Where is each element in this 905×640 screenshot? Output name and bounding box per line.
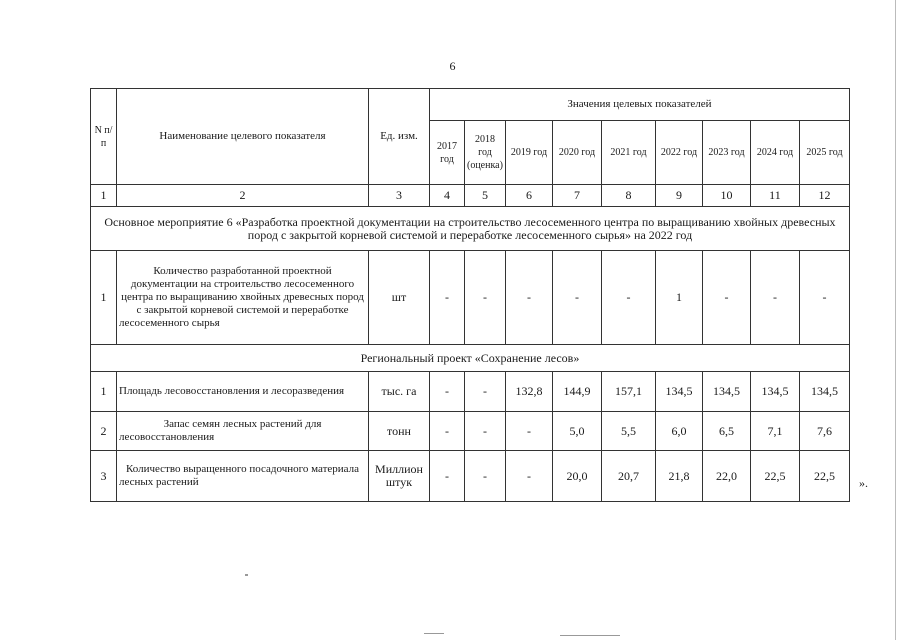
- section-title-regional-project: Региональный проект «Сохранение лесов»: [91, 345, 850, 372]
- row-value: 1: [655, 251, 702, 345]
- header-year: 2021 год: [601, 121, 655, 185]
- column-number: 4: [430, 185, 465, 207]
- row-indicator-name: Количество разработанной проектной документации на строительство лесосеменного центра по выращиванию хвойных древесных пород с закрытой корневой системой и переработке лесосеменного сырья: [117, 251, 369, 345]
- row-value: 5,0: [552, 412, 601, 451]
- row-value: 20,0: [552, 451, 601, 502]
- column-number: 10: [702, 185, 750, 207]
- row-value: 134,5: [702, 372, 750, 412]
- row-value: -: [601, 251, 655, 345]
- row-value: 5,5: [601, 412, 655, 451]
- row-value: 22,5: [799, 451, 849, 502]
- column-number: 8: [601, 185, 655, 207]
- column-number: 11: [750, 185, 799, 207]
- row-value: -: [465, 412, 506, 451]
- row-value: -: [702, 251, 750, 345]
- row-num: 1: [91, 251, 117, 345]
- table-row: [91, 251, 850, 345]
- closing-quote-mark: ».: [859, 476, 868, 490]
- row-value: -: [465, 251, 506, 345]
- table-row: [91, 451, 850, 502]
- table-row: [91, 372, 850, 412]
- scan-edge-line: [895, 0, 896, 640]
- row-value: 134,5: [799, 372, 849, 412]
- row-value: 22,5: [750, 451, 799, 502]
- row-value: 21,8: [655, 451, 702, 502]
- column-number: 9: [655, 185, 702, 207]
- row-value: 134,5: [655, 372, 702, 412]
- scan-artifact: [560, 635, 620, 636]
- row-indicator-name: Запас семян лесных растений для лесовосстановления: [117, 412, 369, 451]
- row-value: -: [505, 412, 552, 451]
- row-value: 22,0: [702, 451, 750, 502]
- column-number: 2: [117, 185, 369, 207]
- row-value: -: [465, 372, 506, 412]
- row-value: 6,0: [655, 412, 702, 451]
- row-value: 20,7: [601, 451, 655, 502]
- row-value: 6,5: [702, 412, 750, 451]
- target-indicators-table: [90, 88, 850, 502]
- header-year: 2018 год (оценка): [465, 121, 506, 185]
- row-num: 1: [91, 372, 117, 412]
- row-value: -: [430, 251, 465, 345]
- row-unit: Миллион штук: [369, 451, 430, 502]
- header-year: 2025 год: [799, 121, 849, 185]
- column-number: 1: [91, 185, 117, 207]
- column-number: 3: [369, 185, 430, 207]
- row-indicator-name: Площадь лесовосстановления и лесоразведения: [117, 372, 369, 412]
- row-value: 7,6: [799, 412, 849, 451]
- scan-artifact: [424, 633, 444, 634]
- row-unit: тонн: [369, 412, 430, 451]
- row-value: 144,9: [552, 372, 601, 412]
- header-year: 2022 год: [655, 121, 702, 185]
- table-row: [91, 412, 850, 451]
- header-year: 2017 год: [430, 121, 465, 185]
- row-num: 2: [91, 412, 117, 451]
- row-value: 157,1: [601, 372, 655, 412]
- header-year: 2019 год: [505, 121, 552, 185]
- row-unit: тыс. га: [369, 372, 430, 412]
- header-year: 2020 год: [552, 121, 601, 185]
- header-values-group: Значения целевых показателей: [430, 89, 850, 121]
- row-value: -: [505, 451, 552, 502]
- row-num: 3: [91, 451, 117, 502]
- column-number: 5: [465, 185, 506, 207]
- row-value: 134,5: [750, 372, 799, 412]
- row-value: -: [465, 451, 506, 502]
- section-title-main-activity: Основное мероприятие 6 «Разработка проектной документации на строительство лесосеменного центра по выращиванию хвойных древесных пород с закрытой корневой системой и переработке лесосеменного сырья» на 2022 год: [91, 207, 850, 251]
- row-value: -: [799, 251, 849, 345]
- column-number: 12: [799, 185, 849, 207]
- row-value: -: [430, 412, 465, 451]
- row-value: 132,8: [505, 372, 552, 412]
- header-num: N п/п: [91, 89, 117, 185]
- row-value: -: [750, 251, 799, 345]
- column-number: 7: [552, 185, 601, 207]
- row-value: -: [552, 251, 601, 345]
- header-year: 2024 год: [750, 121, 799, 185]
- header-year: 2023 год: [702, 121, 750, 185]
- row-value: 7,1: [750, 412, 799, 451]
- row-value: -: [430, 372, 465, 412]
- header-name: Наименование целевого показателя: [117, 89, 369, 185]
- header-unit: Ед. изм.: [369, 89, 430, 185]
- page-number: 6: [449, 59, 456, 73]
- scan-artifact: [245, 574, 248, 576]
- row-value: -: [505, 251, 552, 345]
- column-numbers-row: [91, 185, 850, 207]
- column-number: 6: [505, 185, 552, 207]
- row-indicator-name: Количество выращенного посадочного материала лесных растений: [117, 451, 369, 502]
- row-value: -: [430, 451, 465, 502]
- row-unit: шт: [369, 251, 430, 345]
